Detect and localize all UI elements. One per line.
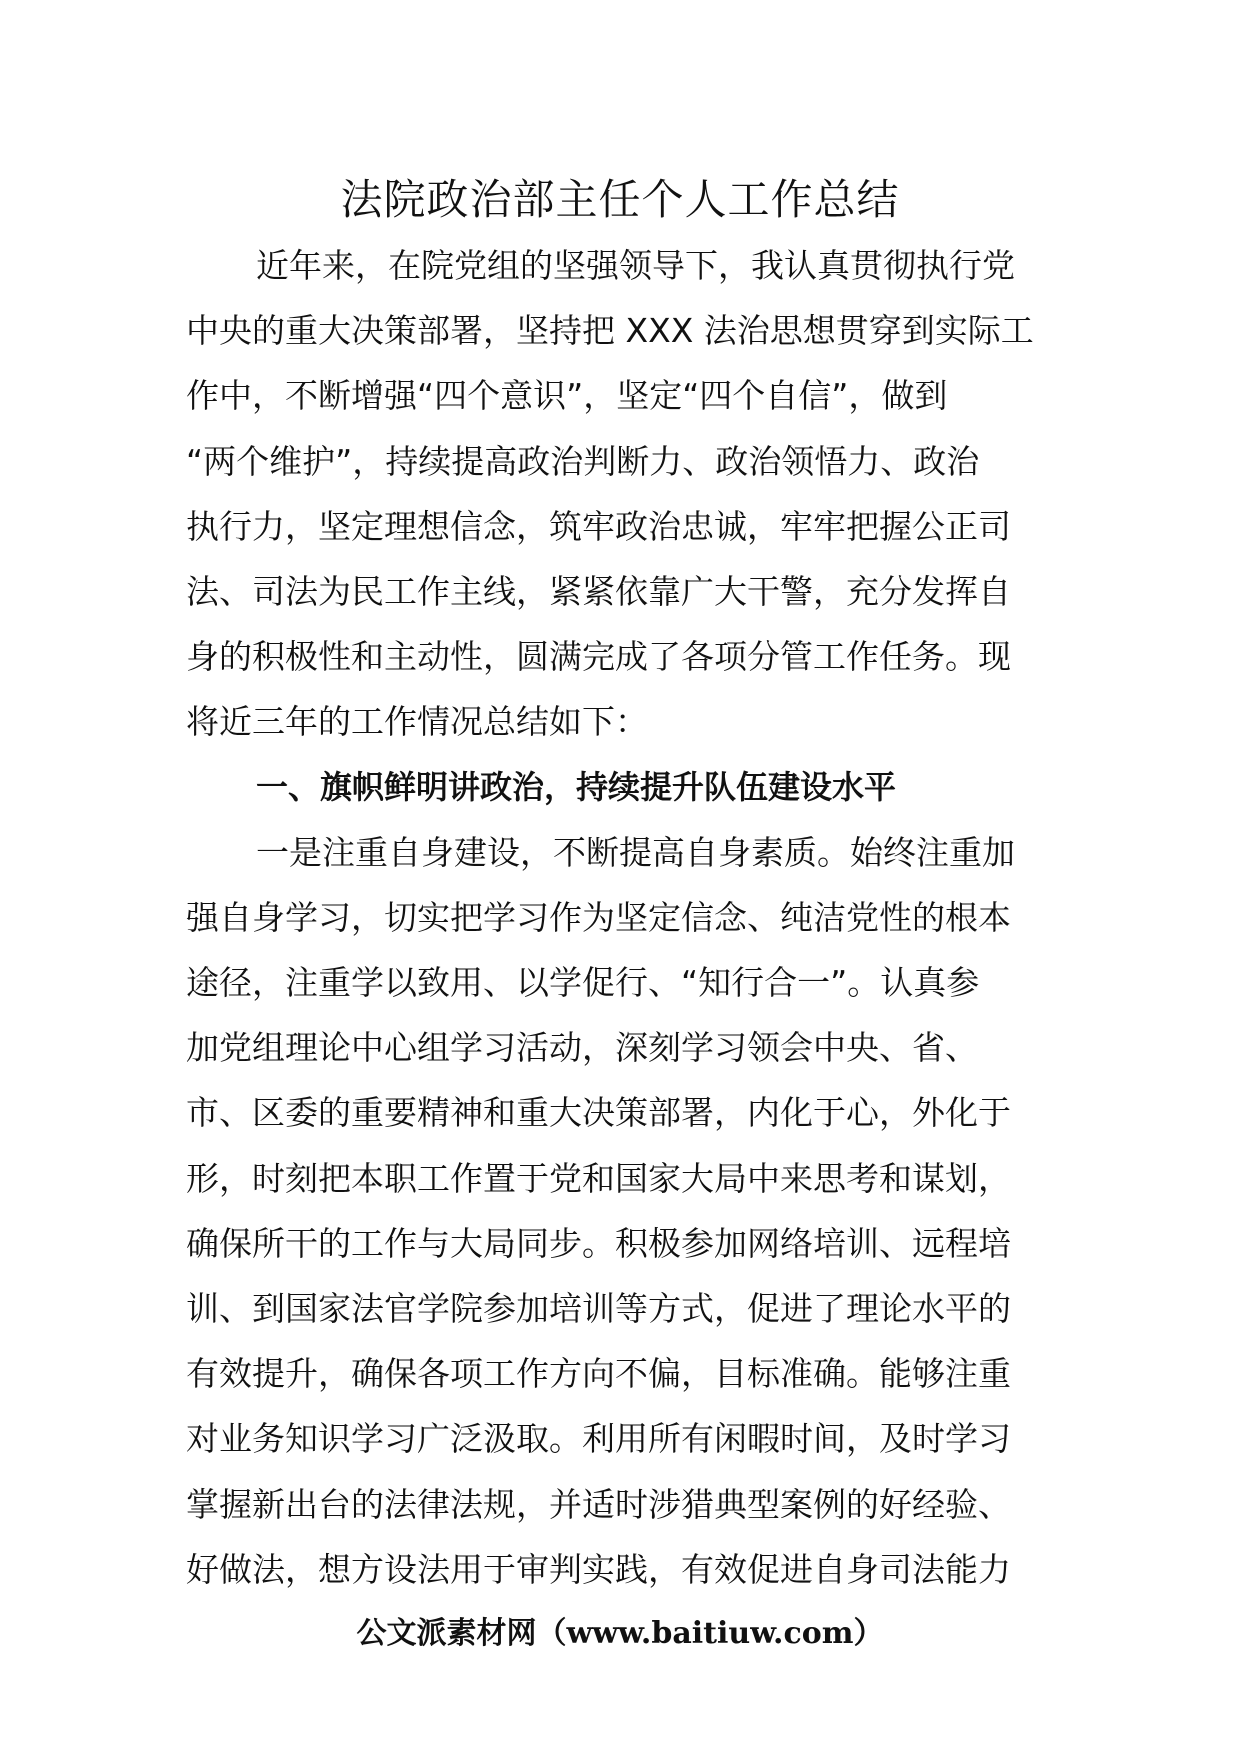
paragraph-line: 强自身学习，切实把学习作为坚定信念、纯洁党性的根本 — [186, 897, 1011, 937]
paragraph-line: 途径，注重学以致用、以学促行、“知行合一”。认真参 — [186, 963, 980, 1003]
paragraph-line: 确保所干的工作与大局同步。积极参加网络培训、远程培 — [186, 1223, 1011, 1263]
paragraph-line: 加党组理论中心组学习活动，深刻学习领会中央、省、 — [186, 1028, 978, 1068]
paragraph-line: “两个维护”，持续提高政治判断力、政治领悟力、政治 — [186, 441, 980, 481]
paragraph-line: 法、司法为民工作主线，紧紧依靠广大干警，充分发挥自 — [186, 571, 1011, 611]
paragraph-line: 训、到国家法官学院参加培训等方式，促进了理论水平的 — [186, 1289, 1011, 1328]
section-heading: 一、旗帜鲜明讲政治，持续提升队伍建设水平 — [256, 767, 897, 806]
paragraph-line: 中央的重大决策部署，坚持把 XXX 法治思想贯穿到实际工 — [186, 311, 1034, 351]
paragraph-line: 形，时刻把本职工作置于党和国家大局中来思考和谋划， — [186, 1158, 1011, 1198]
paragraph-line: 掌握新出台的法律法规，并适时涉猎典型案例的好经验、 — [186, 1484, 1011, 1524]
document-body — [186, 233, 1056, 1602]
paragraph-line: 身的积极性和主动性，圆满完成了各项分管工作任务。现 — [186, 637, 1011, 677]
paragraph-line: 执行力，坚定理想信念，筑牢政治忠诚，牢牢把握公正司 — [186, 506, 1011, 546]
paragraph-line: 近年来，在院党组的坚强领导下，我认真贯彻执行党 — [256, 246, 1015, 285]
paragraph-line: 有效提升，确保各项工作方向不偏，目标准确。能够注重 — [186, 1354, 1011, 1394]
paragraph-line: 好做法，想方设法用于审判实践，有效促进自身司法能力 — [186, 1549, 1011, 1589]
paragraph-line: 市、区委的重要精神和重大决策部署，内化于心，外化于 — [186, 1093, 1011, 1133]
paragraph-line: 将近三年的工作情况总结如下： — [186, 702, 648, 742]
document-title: 法院政治部主任个人工作总结 — [340, 175, 900, 224]
paragraph-line: 对业务知识学习广泛汲取。利用所有闲暇时间，及时学习 — [186, 1419, 1011, 1459]
paragraph-line: 一是注重自身建设，不断提高自身素质。始终注重加 — [256, 832, 1015, 872]
paragraph-line: 作中，不断增强“四个意识”，坚定“四个自信”，做到 — [186, 376, 948, 416]
footer-watermark: 公文派素材网（www.baitiuw.com） — [356, 1616, 884, 1651]
